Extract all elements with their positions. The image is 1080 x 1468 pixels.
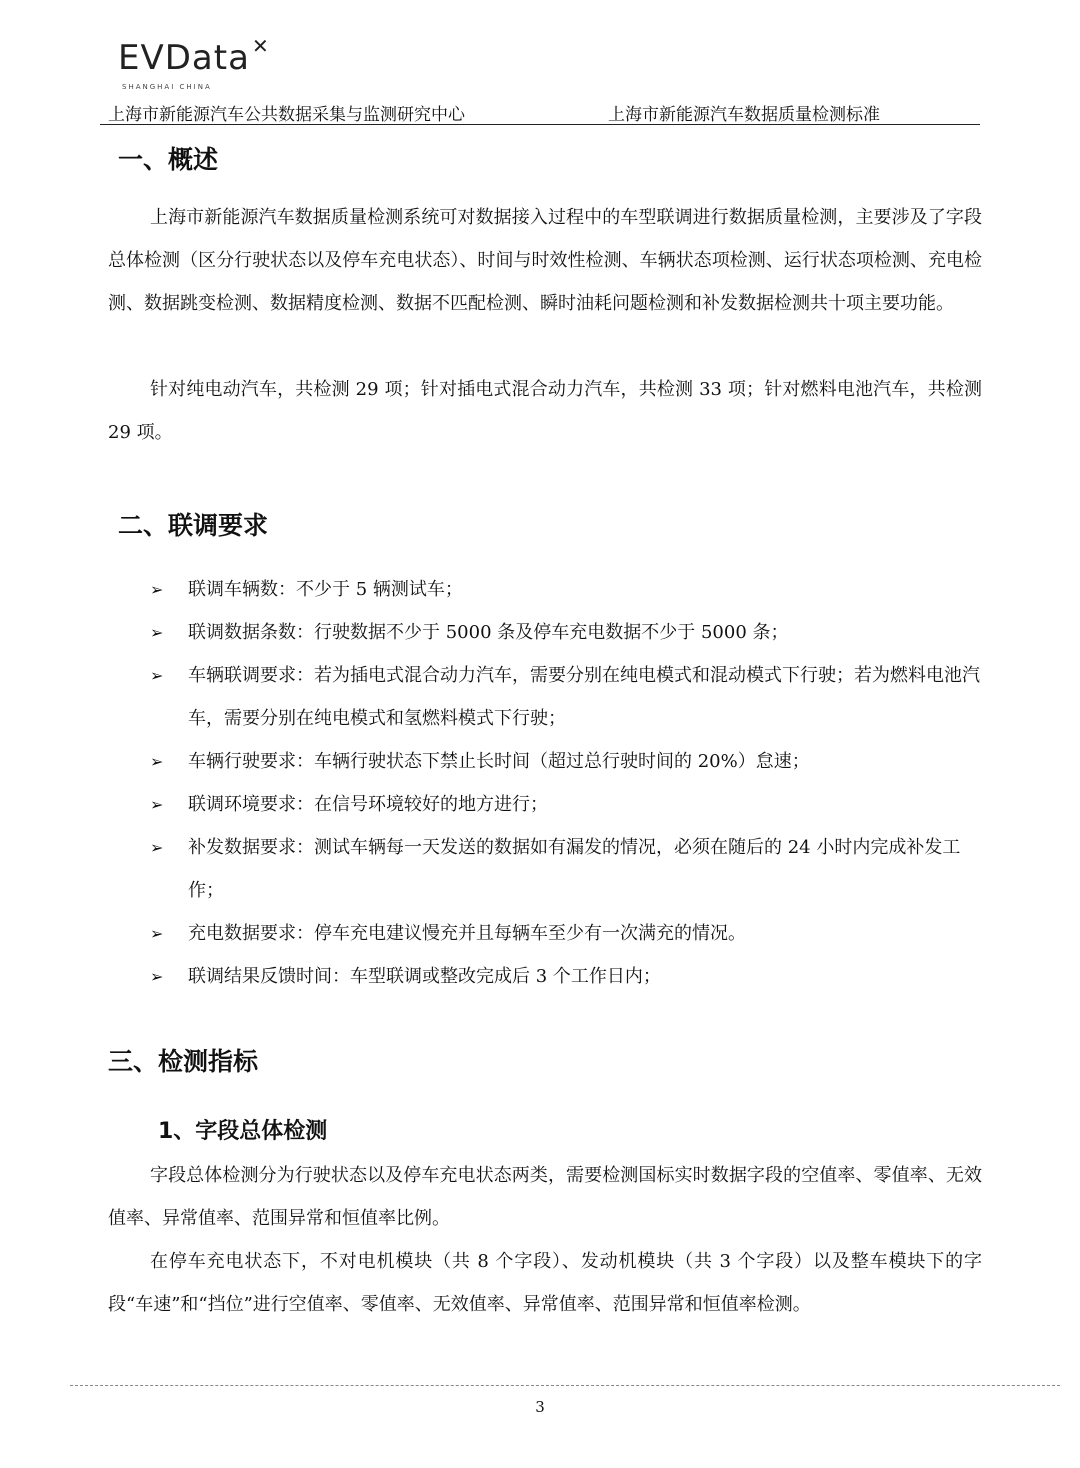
arrow-bullet-icon: ➢ (150, 752, 164, 771)
arrow-bullet-icon: ➢ (150, 838, 164, 857)
list-item: ➢ 联调结果反馈时间：车型联调或整改完成后 3 个工作日内； (150, 955, 980, 998)
logo-star-icon: ✕ (251, 34, 270, 58)
arrow-bullet-icon: ➢ (150, 580, 164, 599)
list-item: ➢ 车辆行驶要求：车辆行驶状态下禁止长时间（超过总行驶时间的 20%）怠速； (150, 740, 980, 783)
arrow-bullet-icon: ➢ (150, 967, 164, 986)
list-item: ➢ 联调数据条数：行驶数据不少于 5000 条及停车充电数据不少于 5000 条； (150, 611, 980, 654)
section1-paragraph-2: 针对纯电动汽车，共检测 29 项；针对插电式混合动力汽车，共检测 33 项；针对燃料电池汽车，共检测 29 项。 (108, 379, 982, 443)
arrow-bullet-icon: ➢ (150, 924, 164, 943)
list-item: ➢ 补发数据要求：测试车辆每一天发送的数据如有漏发的情况，必须在随后的 24 小时内完成补发工作； (150, 826, 980, 912)
section3-heading: 三、检测指标 (108, 1047, 259, 1076)
logo-subtitle: SHANGHAI CHINA (122, 83, 212, 91)
logo-text: EVDatа (118, 38, 250, 78)
footer-divider (70, 1385, 1060, 1386)
arrow-bullet-icon: ➢ (150, 795, 164, 814)
list-item: ➢ 充电数据要求：停车充电建议慢充并且每辆车至少有一次满充的情况。 (150, 912, 980, 955)
section2-heading: 二、联调要求 (118, 511, 269, 540)
header-document-title: 上海市新能源汽车数据质量检测标准 (608, 105, 880, 125)
header-organization: 上海市新能源汽车公共数据采集与监测研究中心 (108, 105, 465, 125)
arrow-bullet-icon: ➢ (150, 623, 164, 642)
subsection1-heading: 1、字段总体检测 (158, 1119, 328, 1144)
list-item: ➢ 联调车辆数：不少于 5 辆测试车； (150, 568, 980, 611)
section3-paragraph-1: 字段总体检测分为行驶状态以及停车充电状态两类，需要检测国标实时数据字段的空值率、零值率、无效值率、异常值率、范围异常和恒值率比例。 (108, 1165, 982, 1229)
list-item: ➢ 联调环境要求：在信号环境较好的地方进行； (150, 783, 980, 826)
list-item: ➢ 车辆联调要求：若为插电式混合动力汽车，需要分别在纯电模式和混动模式下行驶；若为燃料电池汽车，需要分别在纯电模式和氢燃料模式下行驶； (150, 654, 980, 740)
arrow-bullet-icon: ➢ (150, 666, 164, 685)
evdata-logo (118, 34, 270, 78)
header-divider (100, 124, 980, 125)
requirements-list (150, 568, 980, 998)
page-number: 3 (535, 1398, 545, 1416)
section3-paragraph-2: 在停车充电状态下，不对电机模块（共 8 个字段）、发动机模块（共 3 个字段）以及整车模块下的字段“车速”和“挡位”进行空值率、零值率、无效值率、异常值率、范围异常和恒值率检测。 (108, 1251, 982, 1315)
section1-heading: 一、概述 (118, 145, 219, 174)
section1-paragraph-1: 上海市新能源汽车数据质量检测系统可对数据接入过程中的车型联调进行数据质量检测，主要涉及了字段总体检测（区分行驶状态以及停车充电状态）、时间与时效性检测、车辆状态项检测、运行状态项检测、充电检测、数据跳变检测、数据精度检测、数据不匹配检测、瞬时油耗问题检测和补发数据检测共十项主要功能。 (108, 207, 982, 314)
